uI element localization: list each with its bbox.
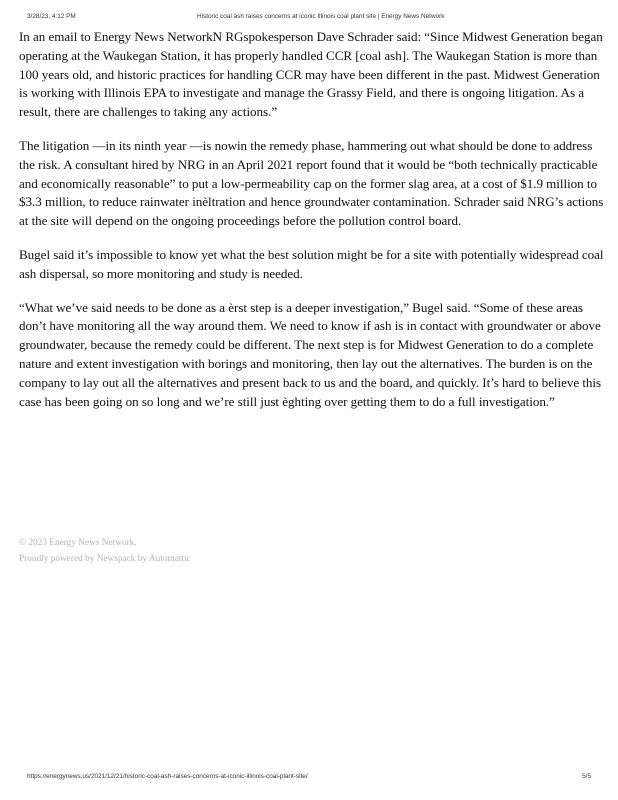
- print-url: https://energynews.us/2021/12/21/historic-coal-ash-raises-concerns-at-iconic-illinois-coal-plant-site/: [27, 773, 308, 780]
- article-paragraph: “What we’ve said needs to be done as a èrst step is a deeper investigation,” Bugel said. “Some of these areas don’t have monitoring all the way around them. We need to know if ash is in contact with groundwater or above groundwater, because the remedy could be different. The next step is for Midwest Generation to do a complete nature and extent investigation with borings and monitoring, then lay out the alternatives. The burden is on the company to lay out all the alternatives and present back to us and the board, and quickly. It’s hard to believe this case has been going on so long and we’re still just èghting over getting them to do a full investigation.”: [19, 299, 602, 409]
- article-paragraph: Bugel said it’s impossible to know yet what the best solution might be for a site with potentially widespread coal ash dispersal, so more monitoring and study is needed.: [19, 246, 604, 281]
- article-paragraph: The litigation —in its ninth year —is nowin the remedy phase, hammering out what should be done to address the risk. A consultant hired by NRG in an April 2021 report found that it would be “both technically practicable and economically reasonable” to put a low-permeability cap on the former slag area, at a cost of $1.9 million to $3.3 million, to reduce rainwater inèltration and hence groundwater contamination. Schrader said NRG’s actions at the site will depend on the ongoing proceedings before the pollution control board.: [19, 137, 604, 229]
- copyright-text: © 2023 Energy News Network.: [19, 538, 137, 548]
- article-body: [19, 28, 604, 426]
- print-footer: [27, 773, 591, 785]
- print-page-title: Historic coal ash raises concerns at iconic Illinois coal plant site | Energy News Network: [197, 13, 445, 20]
- site-footer: [19, 536, 191, 567]
- powered-by-link[interactable]: Proudly powered by Newspack by Automattic: [19, 553, 191, 564]
- article-paragraph: In an email to Energy News NetworkN RGspokesperson Dave Schrader said: “Since Midwest Generation began operating at the Waukegan Station, it has properly handled CCR [coal ash]. The Waukegan Station is more than 100 years old, and historic practices for handling CCR may have been different in the past. Midwest Generation is working with Illinois EPA to investigate and manage the Grassy Field, and there is ongoing litigation. As a result, there are challenges to taking any actions.”: [19, 29, 603, 120]
- print-header: [27, 13, 591, 25]
- print-page-number: 5/5: [582, 773, 591, 780]
- print-date: 3/28/23, 4:12 PM: [27, 13, 76, 20]
